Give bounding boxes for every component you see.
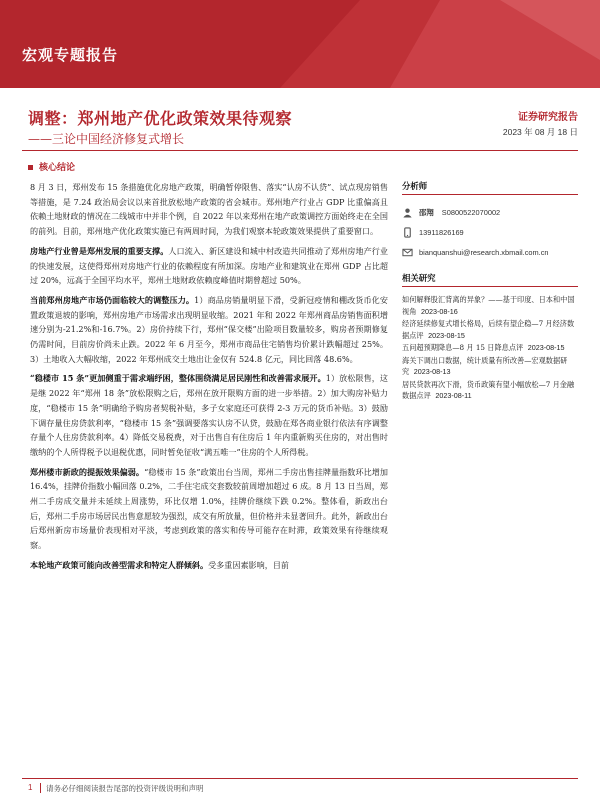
paragraph: “稳楼市 15 条”更加侧重于需求端纾困，整体围绕满足居民刚性和改善需求展开。1）放松限售，这是继 2022 年“郑州 18 条”放松限购之后，郑州在放开限购方面的进一步举措。2）加大购房补贴力度，“稳楼市 15 条”明确给予购房者契税补贴，多子女家庭还可获得 2-3 万元的货币补贴。3）鼓励下调存量住房贷款利率，“稳楼市 15 条”强调要落实认房不认贷，鼓励在郑各商业银行依法有序调整存量个人住房贷款利率。4）降低交易税费，对于出售自有住房后 1 年内重新购买住房的，对出售时缴纳的个人所得税予以退税优惠，同时暂免征收“满五唯一”住房的个人所得税。 bbox=[30, 373, 388, 457]
email-row bbox=[402, 242, 578, 262]
related-item[interactable]: 如何解释股汇背离的异象？——基于印度、日本和中国视角 2023-08-16 bbox=[402, 295, 575, 316]
paragraph: 郑州楼市新政的提振效果偏弱。“稳楼市 15 条”政策出台当周，郑州二手房出售挂牌量指数环比增加 16.4%，挂牌价指数小幅回落 0.2%，二手住宅成交套数较前周增加超过 6 成。8 月 13 日当周，郑州二手房成交量并未延续上周涨势，环比仅增 1.0%，挂牌价继续下跌 0.2%。整体看，新政出台后，郑州二手房市场居民出售意愿较为强烈，成交有所放量，但价格并未显著回升。此外，新政出台后郑州新房市场量价表现相对平淡，考虑到政策的落实和传导可能存在时滞，政策效果有待继续观察。 bbox=[30, 466, 388, 551]
report-subtitle: ——三论中国经济修复式增长 bbox=[28, 132, 185, 146]
analyst-heading: 分析师 bbox=[402, 180, 578, 195]
report-date: 2023 年 08 月 18 日 bbox=[502, 127, 578, 137]
email-icon bbox=[402, 247, 413, 258]
related-item[interactable]: 海关下调出口数据，统计质量有所改善—宏观数据研究 2023-08-13 bbox=[402, 355, 568, 376]
analyst-row bbox=[402, 202, 578, 222]
phone-icon bbox=[402, 227, 413, 238]
header-divider bbox=[22, 150, 578, 151]
related-research-heading: 相关研究 bbox=[402, 272, 578, 287]
footer-divider bbox=[22, 778, 578, 779]
analyst-phone: 13911826169 bbox=[419, 227, 464, 237]
core-conclusion-body bbox=[30, 180, 388, 578]
banner-label: 宏观专题报告 bbox=[22, 46, 119, 64]
related-item[interactable]: 五问超预期降息—8 月 15 日降息点评 2023-08-15 bbox=[402, 343, 565, 352]
core-conclusion-heading: 核心结论 bbox=[28, 160, 75, 173]
page-number: 1 bbox=[28, 783, 33, 792]
page-footer bbox=[0, 778, 600, 800]
report-type-label: 证券研究报告 bbox=[518, 112, 578, 123]
analyst-certificate: S0800522070002 bbox=[441, 207, 501, 217]
paragraph: 本轮地产政策可能向改善型需求和特定人群倾斜。受多重因素影响，目前 bbox=[30, 559, 290, 570]
related-item[interactable]: 经济延续修复式增长格局，后续有望企稳—7 月经济数据点评 2023-08-15 bbox=[402, 319, 575, 340]
footer-separator bbox=[40, 783, 41, 793]
sidebar bbox=[402, 180, 578, 403]
header-banner bbox=[0, 0, 600, 88]
person-icon bbox=[402, 207, 413, 218]
paragraph: 房地产行业曾是郑州发展的重要支撑。人口流入、新区建设和城中村改造共同推动了郑州房地产行业的快速发展，这使得郑州对房地产行业的依赖程度有所加深。房地产业和建筑业在郑州 GDP 占比超过 20%，远高于全国平均水平，郑州土地财政依赖度峰值时期曾超过 50%。 bbox=[30, 245, 388, 286]
paragraph: 8 月 3 日，郑州发布 15 条措施优化房地产政策，明确暂停限售、落实“认房不认贷”、试点现房销售等措施，是 7.24 政治局会议以来首批放松地产政策的省会城市。郑州地产行业占 GDP 比重偏高且依赖土地财政的情况在二线城市中并非个例，自 2022 年以来郑州在地产政策调控方面始终走在全国的前列。目前，郑州地产优化政策实施已有两周时间，为我们观察本轮政策效果提供了重要窗口。 bbox=[30, 182, 388, 237]
related-item[interactable]: 居民贷款再次下滑，货币政策有望小幅放松—7 月金融数据点评 2023-08-11 bbox=[402, 379, 575, 400]
analyst-email[interactable]: bianquanshui@research.xbmail.com.cn bbox=[419, 247, 549, 257]
report-title: 调整：郑州地产优化政策效果待观察 bbox=[28, 109, 293, 128]
paragraph: 当前郑州房地产市场仍面临较大的调整压力。1）商品房销量明显下滑，受新冠疫情和棚改货币化安置政策退坡的影响，郑州房地产市场需求出现明显收缩。2021 年和 2022 年郑州商品房销售面积增速分别为-21.2%和-16.7%。2）房价持续下行，郑州“保交楼”出险项目数量较多，购房者预期修复仍需时间，目前房价尚未止跌。2022 年 6 月至今，郑州市商品住宅销售均价累计跌幅超过 25%。3）土地收入大幅收缩，2022 年郑州成交土地出让金仅有 524.8 亿元，同比回落 48.6%。 bbox=[30, 294, 388, 364]
analyst-name: 邵翔 bbox=[419, 207, 434, 217]
footer-disclaimer: 请务必仔细阅读报告尾部的投资评级说明和声明 bbox=[46, 784, 204, 793]
banner-decoration bbox=[240, 0, 600, 88]
phone-row bbox=[402, 222, 578, 242]
